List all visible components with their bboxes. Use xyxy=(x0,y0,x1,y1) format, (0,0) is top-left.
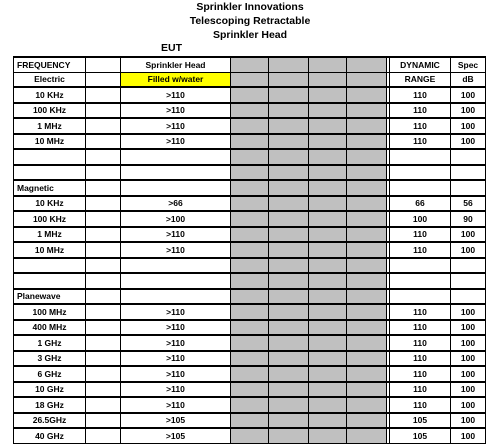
spec-value: 100 xyxy=(451,382,486,398)
table-section xyxy=(14,180,486,289)
blank-cell xyxy=(86,118,121,134)
shaded-cell xyxy=(269,351,309,367)
eut-label: EUT xyxy=(161,42,182,54)
table-row xyxy=(14,227,486,243)
shaded-cell xyxy=(269,320,309,336)
title-line-1: Sprinkler Innovations xyxy=(196,1,304,13)
shaded-cell xyxy=(269,242,309,258)
blank-cell xyxy=(121,258,231,274)
sprinkler-head-value: >110 xyxy=(121,351,231,367)
shaded-cell xyxy=(269,57,309,72)
frequency-cell: 10 GHz xyxy=(14,382,86,398)
shaded-cell xyxy=(347,382,387,398)
frequency-cell: 10 KHz xyxy=(14,196,86,212)
frequency-cell: 18 GHz xyxy=(14,397,86,413)
shaded-cell xyxy=(309,273,347,289)
header-blank xyxy=(86,72,121,87)
header-spec: Spec xyxy=(451,57,486,72)
spec-value: 100 xyxy=(451,242,486,258)
spec-value: 100 xyxy=(451,227,486,243)
shaded-cell xyxy=(309,165,347,181)
shaded-cell xyxy=(347,428,387,443)
dynamic-range-value: 110 xyxy=(390,227,451,243)
sprinkler-head-value: >110 xyxy=(121,366,231,382)
dynamic-range-value: 110 xyxy=(390,397,451,413)
shaded-cell xyxy=(231,382,269,398)
shaded-cell xyxy=(347,165,387,181)
shaded-cell xyxy=(347,103,387,119)
shaded-cell xyxy=(269,289,309,305)
blank-cell xyxy=(86,211,121,227)
shaded-cell xyxy=(269,397,309,413)
blank-cell xyxy=(86,87,121,103)
shaded-cell xyxy=(269,366,309,382)
sprinkler-head-value: >110 xyxy=(121,382,231,398)
shaded-cell xyxy=(309,351,347,367)
dynamic-range-value: 110 xyxy=(390,134,451,150)
header-filled-with-water: Filled w/water xyxy=(121,72,231,87)
sprinkler-head-value: >110 xyxy=(121,118,231,134)
dynamic-range-value: 110 xyxy=(390,351,451,367)
blank-cell xyxy=(121,289,231,305)
shaded-cell xyxy=(231,180,269,196)
sprinkler-head-value: >105 xyxy=(121,428,231,443)
blank-cell xyxy=(86,227,121,243)
shaded-cell xyxy=(269,382,309,398)
blank-cell xyxy=(86,397,121,413)
shaded-cell xyxy=(269,165,309,181)
dynamic-range-value: 105 xyxy=(390,413,451,429)
shaded-cell xyxy=(269,134,309,150)
shaded-cell xyxy=(309,57,347,72)
shaded-cell xyxy=(309,397,347,413)
dynamic-range-value: 110 xyxy=(390,118,451,134)
spec-value: 90 xyxy=(451,211,486,227)
section-label: Magnetic xyxy=(14,180,86,196)
blank-cell xyxy=(121,273,231,289)
shaded-cell xyxy=(309,87,347,103)
table-row xyxy=(14,351,486,367)
shaded-cell xyxy=(347,242,387,258)
shaded-cell xyxy=(347,134,387,150)
shaded-cell xyxy=(231,72,269,87)
sprinkler-head-value: >110 xyxy=(121,397,231,413)
shaded-cell xyxy=(347,320,387,336)
shaded-cell xyxy=(347,87,387,103)
shaded-cell xyxy=(269,196,309,212)
dynamic-range-value: 66 xyxy=(390,196,451,212)
blank-cell xyxy=(451,165,486,181)
shaded-cell xyxy=(309,289,347,305)
table-row xyxy=(14,413,486,429)
shaded-cell xyxy=(309,211,347,227)
shaded-cell xyxy=(269,335,309,351)
sprinkler-head-value: >110 xyxy=(121,103,231,119)
blank-cell xyxy=(390,180,451,196)
shaded-cell xyxy=(269,273,309,289)
table-row xyxy=(14,320,486,336)
shielding-results-table xyxy=(13,56,486,444)
shaded-cell xyxy=(269,103,309,119)
blank-cell xyxy=(451,289,486,305)
shaded-cell xyxy=(347,413,387,429)
blank-cell xyxy=(451,149,486,165)
frequency-cell: 10 KHz xyxy=(14,87,86,103)
shaded-cell xyxy=(347,180,387,196)
blank-cell xyxy=(86,149,121,165)
blank-cell xyxy=(86,366,121,382)
spec-value: 100 xyxy=(451,304,486,320)
frequency-cell: 1 MHz xyxy=(14,118,86,134)
sprinkler-head-value: >110 xyxy=(121,242,231,258)
table-row xyxy=(14,335,486,351)
frequency-cell: 1 MHz xyxy=(14,227,86,243)
blank-cell xyxy=(86,289,121,305)
table-row xyxy=(14,366,486,382)
section-header-row xyxy=(14,289,486,305)
shaded-cell xyxy=(347,273,387,289)
blank-cell xyxy=(390,289,451,305)
blank-cell xyxy=(14,165,86,181)
blank-cell xyxy=(86,165,121,181)
blank-cell xyxy=(86,335,121,351)
shaded-cell xyxy=(309,366,347,382)
shaded-cell xyxy=(269,118,309,134)
blank-cell xyxy=(451,180,486,196)
spec-value: 100 xyxy=(451,134,486,150)
shaded-cell xyxy=(231,149,269,165)
blank-cell xyxy=(390,258,451,274)
sprinkler-head-value: >66 xyxy=(121,196,231,212)
shaded-cell xyxy=(309,227,347,243)
header-frequency: FREQUENCY xyxy=(14,57,86,72)
blank-row xyxy=(14,273,486,289)
blank-cell xyxy=(121,180,231,196)
frequency-cell: 100 MHz xyxy=(14,304,86,320)
shaded-cell xyxy=(269,304,309,320)
sprinkler-head-value: >110 xyxy=(121,304,231,320)
frequency-cell: 1 GHz xyxy=(14,335,86,351)
shaded-cell xyxy=(347,366,387,382)
shaded-cell xyxy=(269,149,309,165)
shaded-cell xyxy=(347,211,387,227)
blank-cell xyxy=(86,103,121,119)
header-sprinkler-head: Sprinkler Head xyxy=(121,57,231,72)
shaded-cell xyxy=(347,149,387,165)
shaded-cell xyxy=(231,258,269,274)
dynamic-range-value: 110 xyxy=(390,320,451,336)
blank-cell xyxy=(121,165,231,181)
shaded-cell xyxy=(231,165,269,181)
frequency-cell: 26.5GHz xyxy=(14,413,86,429)
blank-cell xyxy=(451,273,486,289)
shaded-cell xyxy=(231,413,269,429)
shaded-cell xyxy=(347,57,387,72)
spec-value: 100 xyxy=(451,335,486,351)
shaded-cell xyxy=(269,180,309,196)
shaded-cell xyxy=(347,351,387,367)
table-row xyxy=(14,118,486,134)
frequency-cell: 100 KHz xyxy=(14,211,86,227)
table-row xyxy=(14,242,486,258)
shaded-cell xyxy=(347,196,387,212)
sprinkler-head-value: >100 xyxy=(121,211,231,227)
shaded-cell xyxy=(309,335,347,351)
shaded-cell xyxy=(309,382,347,398)
shaded-cell xyxy=(231,335,269,351)
shaded-cell xyxy=(347,227,387,243)
shaded-cell xyxy=(231,397,269,413)
spec-value: 100 xyxy=(451,428,486,443)
sprinkler-head-value: >110 xyxy=(121,87,231,103)
shaded-cell xyxy=(231,196,269,212)
title-line-2: Telescoping Retractable xyxy=(189,15,311,27)
spec-value: 100 xyxy=(451,397,486,413)
blank-cell xyxy=(390,165,451,181)
table-row xyxy=(14,103,486,119)
blank-cell xyxy=(14,273,86,289)
shaded-cell xyxy=(231,428,269,443)
blank-cell xyxy=(86,351,121,367)
shaded-cell xyxy=(309,413,347,429)
frequency-cell: 400 MHz xyxy=(14,320,86,336)
dynamic-range-value: 110 xyxy=(390,382,451,398)
header-db: dB xyxy=(451,72,486,87)
blank-row xyxy=(14,149,486,165)
shaded-cell xyxy=(347,397,387,413)
frequency-cell: 3 GHz xyxy=(14,351,86,367)
blank-cell xyxy=(86,242,121,258)
spec-value: 100 xyxy=(451,366,486,382)
dynamic-range-value: 105 xyxy=(390,428,451,443)
shaded-cell xyxy=(309,196,347,212)
blank-cell xyxy=(14,258,86,274)
shaded-cell xyxy=(231,57,269,72)
blank-cell xyxy=(86,320,121,336)
title-line-3: Sprinkler Head xyxy=(212,29,288,41)
shaded-cell xyxy=(231,273,269,289)
spec-value: 56 xyxy=(451,196,486,212)
sprinkler-head-value: >110 xyxy=(121,335,231,351)
shaded-cell xyxy=(309,242,347,258)
spec-value: 100 xyxy=(451,87,486,103)
table-row xyxy=(14,397,486,413)
spec-value: 100 xyxy=(451,320,486,336)
document-title-block xyxy=(0,0,500,42)
frequency-cell: 10 MHz xyxy=(14,242,86,258)
blank-cell xyxy=(121,149,231,165)
blank-cell xyxy=(390,273,451,289)
shaded-cell xyxy=(231,304,269,320)
shaded-cell xyxy=(347,118,387,134)
section-header-row xyxy=(14,180,486,196)
shaded-cell xyxy=(231,320,269,336)
shaded-cell xyxy=(309,180,347,196)
frequency-cell: 100 KHz xyxy=(14,103,86,119)
shaded-cell xyxy=(269,227,309,243)
shaded-cell xyxy=(269,413,309,429)
blank-cell xyxy=(390,149,451,165)
shaded-cell xyxy=(309,149,347,165)
shaded-cell xyxy=(231,289,269,305)
blank-cell xyxy=(86,258,121,274)
frequency-cell: 40 GHz xyxy=(14,428,86,443)
shaded-cell xyxy=(231,351,269,367)
shaded-cell xyxy=(309,72,347,87)
dynamic-range-value: 100 xyxy=(390,211,451,227)
frequency-cell: 10 MHz xyxy=(14,134,86,150)
spec-value: 100 xyxy=(451,351,486,367)
blank-cell xyxy=(86,304,121,320)
blank-cell xyxy=(86,382,121,398)
header-blank xyxy=(86,57,121,72)
shaded-cell xyxy=(309,134,347,150)
dynamic-range-value: 110 xyxy=(390,242,451,258)
shaded-cell xyxy=(309,103,347,119)
sprinkler-head-value: >105 xyxy=(121,413,231,429)
section-label: Planewave xyxy=(14,289,86,305)
header-row-2 xyxy=(14,72,486,87)
shaded-cell xyxy=(347,304,387,320)
header-dynamic: DYNAMIC xyxy=(390,57,451,72)
shaded-cell xyxy=(231,118,269,134)
spec-value: 100 xyxy=(451,118,486,134)
shaded-cell xyxy=(231,211,269,227)
table-section xyxy=(14,289,486,444)
shaded-cell xyxy=(347,335,387,351)
shaded-cell xyxy=(231,242,269,258)
shaded-cell xyxy=(347,289,387,305)
spec-value: 100 xyxy=(451,103,486,119)
spec-value: 100 xyxy=(451,413,486,429)
table-section xyxy=(14,87,486,180)
shaded-cell xyxy=(347,72,387,87)
sprinkler-head-value: >110 xyxy=(121,134,231,150)
frequency-cell: 6 GHz xyxy=(14,366,86,382)
header-row-1 xyxy=(14,57,486,72)
shaded-cell xyxy=(347,258,387,274)
shaded-cell xyxy=(309,118,347,134)
dynamic-range-value: 110 xyxy=(390,103,451,119)
shaded-cell xyxy=(269,72,309,87)
dynamic-range-value: 110 xyxy=(390,87,451,103)
shaded-cell xyxy=(309,304,347,320)
blank-row xyxy=(14,258,486,274)
blank-cell xyxy=(86,428,121,443)
shaded-cell xyxy=(309,258,347,274)
shaded-cell xyxy=(269,428,309,443)
table-row xyxy=(14,196,486,212)
blank-cell xyxy=(86,273,121,289)
table-row xyxy=(14,134,486,150)
dynamic-range-value: 110 xyxy=(390,335,451,351)
shaded-cell xyxy=(309,320,347,336)
shaded-cell xyxy=(269,258,309,274)
blank-cell xyxy=(86,196,121,212)
blank-cell xyxy=(14,149,86,165)
shaded-cell xyxy=(231,134,269,150)
blank-cell xyxy=(451,258,486,274)
shaded-cell xyxy=(231,103,269,119)
shaded-cell xyxy=(231,87,269,103)
blank-row xyxy=(14,165,486,181)
dynamic-range-value: 110 xyxy=(390,304,451,320)
shaded-cell xyxy=(269,87,309,103)
blank-cell xyxy=(86,413,121,429)
blank-cell xyxy=(86,134,121,150)
dynamic-range-value: 110 xyxy=(390,366,451,382)
shaded-cell xyxy=(269,211,309,227)
shaded-cell xyxy=(231,227,269,243)
sprinkler-head-value: >110 xyxy=(121,320,231,336)
table-row xyxy=(14,87,486,103)
sprinkler-head-value: >110 xyxy=(121,227,231,243)
table-row xyxy=(14,304,486,320)
shaded-cell xyxy=(309,428,347,443)
header-range: RANGE xyxy=(390,72,451,87)
shaded-cell xyxy=(231,366,269,382)
table-row xyxy=(14,382,486,398)
table-row xyxy=(14,428,486,443)
blank-cell xyxy=(86,180,121,196)
header-electric: Electric xyxy=(14,72,86,87)
table-row xyxy=(14,211,486,227)
